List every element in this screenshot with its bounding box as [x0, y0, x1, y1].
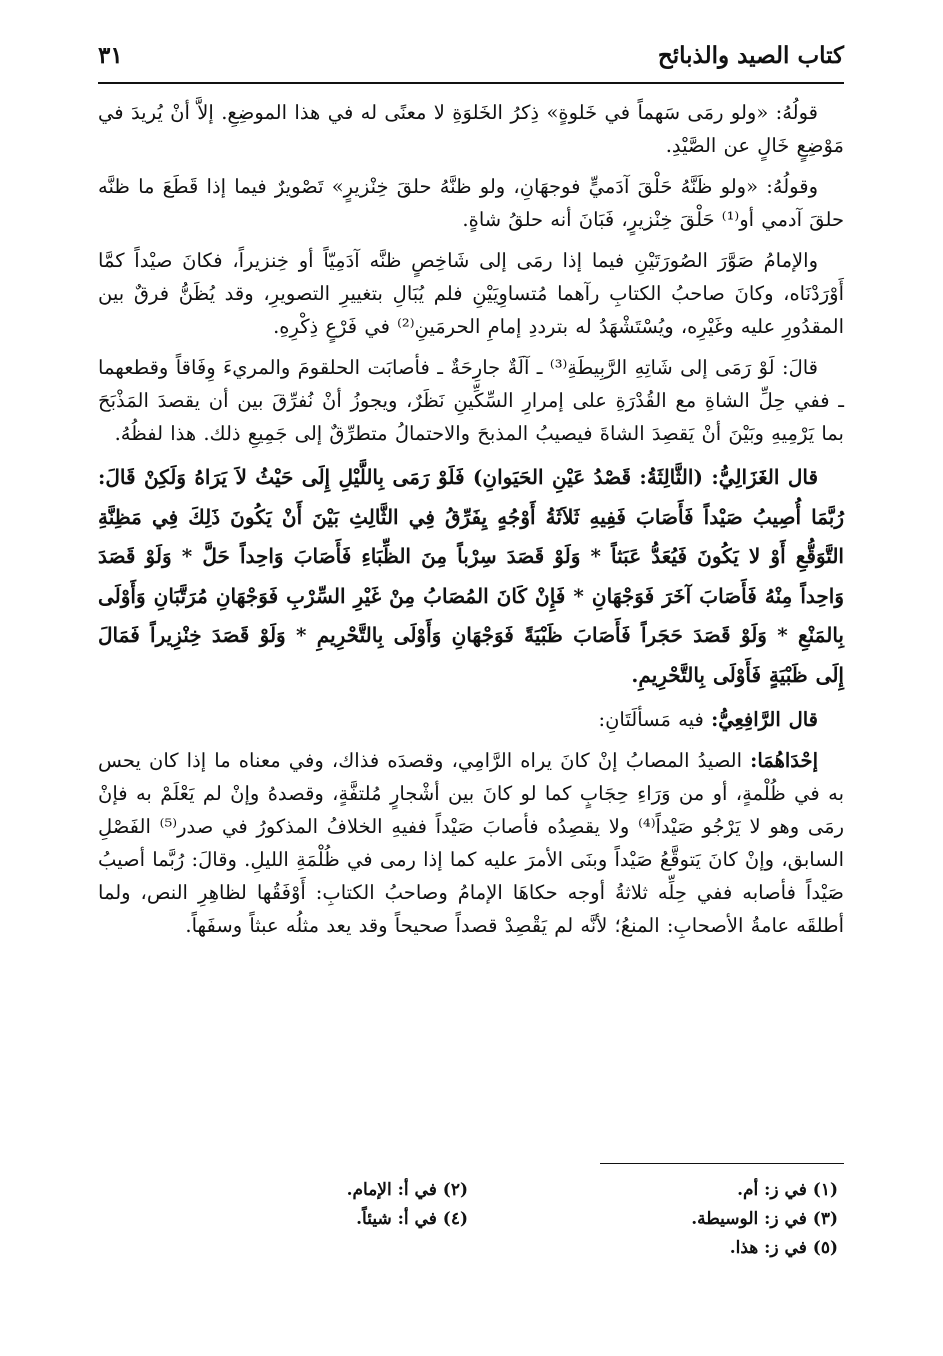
first-issue-lead: إحْدَاهُمَا:	[750, 749, 818, 772]
footnote-row	[98, 1238, 844, 1267]
footnote-1: (١) في ز: أم.	[737, 1180, 838, 1200]
footnote-2: (٢) في أ: الإمام.	[346, 1180, 468, 1200]
footnotes	[98, 1180, 844, 1267]
paragraph-4: قالَ: لَوْ رَمَى إلى شَاتِهِ الرَّبِيطَةِ⁽³⁾ ـ آلَةٌ جارِحَةٌ ـ فأصابَت الحلقومَ والمريءَ وِفَاقاً وقطعهما ـ ففي حِلِّ الشاةِ مع القُدْرَةِ على إمرارِ السِّكِّينِ نَظَرٌ، ويجوزُ أنْ نُفرِّقَ بين أن يقصدَ المَذْبَحَ بما يَرْمِيهِ وبَيْنَ أنْ يَقصِدَ الشاةَ فيصيبُ المذبحَ والاحتمالُ متطرِّقٌ إلى جَمِيعِ ذلك. هذا لفظُهُ.	[98, 356, 844, 445]
footnote-4: (٤) في أ: شيئاً.	[356, 1209, 468, 1229]
paragraph-2: وقولُهُ: «ولو ظَنَّهُ حَلْقَ آدَميٍّ فوجهَانِ، ولو ظنَّهُ حلقَ خِنْزيرٍ» تَصْويرٌ فيما إذا قَطَعَ ما ظنَّه حلقَ آدمي أو⁽¹⁾ حَلْقَ خِنْزيرٍ، فَبَانَ أنه حلقُ شاةٍ.	[98, 175, 844, 231]
main-text	[98, 96, 844, 950]
footnote-separator	[600, 1163, 844, 1164]
ghazali-text-block	[98, 458, 844, 695]
rafii-text: فيه مَسألَتَانِ:	[598, 708, 704, 731]
page-header	[98, 38, 844, 84]
footnote-3: (٣) في ز: الوسيطة.	[691, 1209, 838, 1229]
page-number: ٣١	[98, 42, 123, 69]
ghazali-lead: قال الغَزَالِيُّ:	[711, 465, 819, 489]
footnote-row	[98, 1180, 844, 1209]
footnote-5: (٥) في ز: هذا.	[729, 1238, 838, 1258]
running-title: كتاب الصيد والذبائح	[657, 42, 844, 69]
rafii-intro	[98, 703, 844, 736]
paragraph-3: والإمامُ صَوَّرَ الصُورَتَيْنِ فيما إذا رمَى إلى شَاخِصٍ ظنَّه آدَمِيّاً أو خِنزيراً، فكانَ صيْداً كمَّا أَوْرَدْنَاه، وكانَ صاحبُ الكتابِ رآهما مُتساوِيَيْنِ فلم يُبَالِ بتغييرِ التصويرِ، وقد يُظَنُّ فرقٌ بين المقدُورِ عليه وغَيْرِه، ويُسْتَشْهَدُ له بترددِ إمامِ الحرمَينِ⁽²⁾ في فَرْعٍ ذِكْرِهِ.	[98, 249, 844, 338]
ghazali-text: (الثَّالِثَةُ: قَصْدُ عَيْنِ الحَيَوانِ) فَلَوْ رَمَى بِاللَّيْلِ إِلَى حَيْثُ لاَ يَرَاهُ وَلَكِنْ قَالَ: رُبَّمَا أُصِيبُ صَيْداً فَأَصَابَ فَفِيهِ ثَلاَثَةُ أَوْجُهٍ يِفَرِّقُ فِي الثَّالِثِ بَيْنَ أَنْ يَكُونَ ذَلِكَ فِي مَظِنَّةِ التَّوَقُّعِ أَوْ لا يَكُونَ فَيُعَدُّ عَبَثاً * وَلَوْ قَصَدَ سِرْباً مِنَ الظِّبَاءِ فَأَصَابَ وَاحِداً حَلَّ * وَلَوْ قَصَدَ وَاحِداً مِنْهُ فَأَصَابَ آخَرَ فَوَجْهَانِ * فَإِنْ كَانَ المُصَابُ مِنْ غَيْرِ السِّرْبِ فَوَجْهَانِ مُرَتَّبَانِ وَأَوْلَى بِالمَنْعِ * وَلَوْ قَصَدَ حَجَراً فَأَصَابَ ظَبْيَةً فَوَجْهَانِ وَأَوْلَى بِالتَّحْرِيمِ * وَلَوْ قَصَدَ خِنْزِيراً فَمَالَ إِلَى ظَبْيَةٍ فَأَوْلَى بِالتَّحْرِيمِ.	[98, 465, 844, 687]
first-issue-text: الصيدُ المصابُ إنْ كانَ يراه الرَّامِي، وقصدَه فذاك، وفي معناه ما إذا كان يحس به في ظُلْمةٍ، أو من وَرَاءِ حِجَابٍ كما لو كانَ بين أشْجارٍ مُلتفَّةٍ، وقصدهُ وإنْ لم يَعْلَمْ به فإنْ رمَى وهو لا يَرْجُو صَيْداً⁽⁴⁾ ولا يقصِدُه فأصابَ صَيْداً ففيهِ الخلافُ المذكورُ في صدر⁽⁵⁾ الفَصْلِ السابق، وإنْ كانَ يَتوقَّعُ صَيْداً وبنَى الأمرَ عليه كما إذا رمى في ظُلْمَةِ الليلِ. وقالَ: رُبَّما أصيبُ صَيْداً فأصابه ففي حِلِّه ثلاثةُ أوجه حكاهَا الإمامُ وصاحبُ الكتابِ: أَوْفَقُها لظاهِرِ النص، ولما أطلقَه عامةُ الأصحابِ: المنعُ؛ لأنَّه لم يَقْصِدْ قصداً صحيحاً وقد يعد مثلُه عبثاً وسفَهاً.	[98, 749, 844, 937]
rafii-lead: قال الرَّافِعِيُّ:	[711, 708, 818, 731]
paragraph-1: قولُهُ: «ولو رمَى سَهماً في خَلوةٍ» ذِكرُ الخَلوَةِ لا معنًى له في هذا الموضِعِ. إلاَّ أنْ يُريدَ في مَوْضِعٍ خَالٍ عن الصَّيْدِ.	[98, 101, 844, 157]
header-rule	[98, 82, 844, 84]
footnote-row	[98, 1209, 844, 1238]
first-issue-paragraph	[98, 744, 844, 942]
